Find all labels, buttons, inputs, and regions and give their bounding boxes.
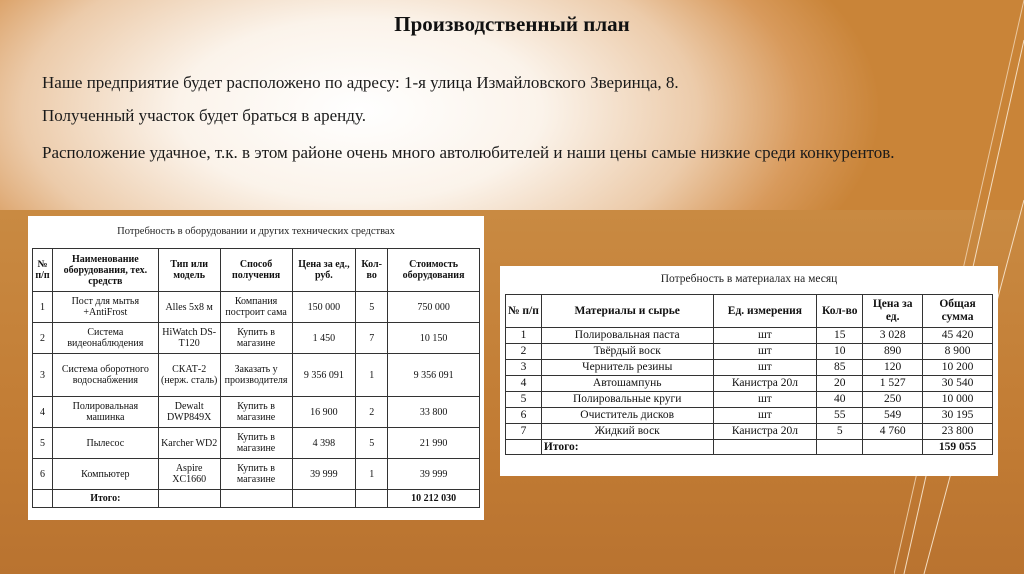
table-row [506, 360, 993, 376]
table-row [506, 328, 993, 344]
table-header-row [506, 295, 993, 328]
table-row [33, 397, 480, 428]
equipment-table-card [28, 216, 484, 520]
table-cell: Заказать у производителя [220, 354, 292, 397]
table-cell: 5 [356, 428, 388, 459]
table-cell: Твёрдый воск [541, 344, 713, 360]
materials-table [505, 294, 993, 455]
table-total-row [33, 490, 480, 508]
table-cell: 85 [817, 360, 863, 376]
table-cell: 20 [817, 376, 863, 392]
total-value: 10 212 030 [388, 490, 480, 508]
table-cell: 1 450 [292, 323, 356, 354]
table-cell: Купить в магазине [220, 459, 292, 490]
table-cell: Жидкий воск [541, 424, 713, 440]
col-header: Способ получения [220, 249, 292, 292]
table-cell: 1 [33, 292, 53, 323]
col-header: Материалы и сырье [541, 295, 713, 328]
table-total-row [506, 440, 993, 455]
table-cell: 21 990 [388, 428, 480, 459]
table-cell: Karcher WD2 [158, 428, 220, 459]
table-cell: Пост для мытья +AntiFrost [52, 292, 158, 323]
table-cell: 4 [506, 376, 542, 392]
col-header: Ед. измерения [713, 295, 817, 328]
table-cell: 10 000 [923, 392, 993, 408]
table-cell: СКАТ-2 (нерж. сталь) [158, 354, 220, 397]
table-cell: 150 000 [292, 292, 356, 323]
table-cell: шт [713, 328, 817, 344]
table-cell: 5 [817, 424, 863, 440]
table-cell: 549 [863, 408, 923, 424]
table-cell: Компания построит сама [220, 292, 292, 323]
address-paragraph: Наше предприятие будет расположено по адресу: 1-я улица Измайловского Зверинца, 8. [42, 73, 679, 92]
col-header: Тип или модель [158, 249, 220, 292]
table-cell: Aspire XC1660 [158, 459, 220, 490]
table-row [506, 408, 993, 424]
table-cell: 4 760 [863, 424, 923, 440]
table-cell: 6 [506, 408, 542, 424]
col-header: Кол-во [356, 249, 388, 292]
table-cell: 7 [356, 323, 388, 354]
table-cell: 250 [863, 392, 923, 408]
table-cell: 9 356 091 [388, 354, 480, 397]
table-cell: 1 [356, 459, 388, 490]
table-row [33, 292, 480, 323]
table-cell: 10 [817, 344, 863, 360]
table-cell: 8 900 [923, 344, 993, 360]
table-cell: 3 028 [863, 328, 923, 344]
table-cell: шт [713, 408, 817, 424]
table-cell: 1 [356, 354, 388, 397]
table-cell: 750 000 [388, 292, 480, 323]
table-row [506, 376, 993, 392]
table-cell: 16 900 [292, 397, 356, 428]
table-cell: 45 420 [923, 328, 993, 344]
table-cell: Канистра 20л [713, 376, 817, 392]
location-paragraph: Расположение удачное, т.к. в этом районе очень много автолюбителей и наши цены самые низкие среди конкурентов. [42, 143, 895, 162]
table-cell: 23 800 [923, 424, 993, 440]
col-header: Стоимость оборудования [388, 249, 480, 292]
table-cell: 3 [33, 354, 53, 397]
table-cell: Система видеонаблюдения [52, 323, 158, 354]
table-cell: Очиститель дисков [541, 408, 713, 424]
table-cell: Полировальная паста [541, 328, 713, 344]
equipment-table-caption: Потребность в оборудовании и других технических средствах [117, 226, 395, 237]
table-cell: Полировальная машинка [52, 397, 158, 428]
table-row [506, 424, 993, 440]
table-cell: 890 [863, 344, 923, 360]
table-cell: 5 [506, 392, 542, 408]
table-cell: 15 [817, 328, 863, 344]
table-cell: 9 356 091 [292, 354, 356, 397]
table-cell: 2 [33, 323, 53, 354]
table-cell: Alles 5x8 м [158, 292, 220, 323]
table-cell: 40 [817, 392, 863, 408]
table-row [506, 392, 993, 408]
table-cell: Автошампунь [541, 376, 713, 392]
table-row [33, 428, 480, 459]
table-cell: 39 999 [388, 459, 480, 490]
table-cell: Купить в магазине [220, 397, 292, 428]
table-cell: 4 [33, 397, 53, 428]
table-cell: Купить в магазине [220, 428, 292, 459]
col-header: Цена за ед. [863, 295, 923, 328]
table-cell: HiWatch DS-T120 [158, 323, 220, 354]
table-cell: Dewalt DWP849X [158, 397, 220, 428]
table-cell: 2 [356, 397, 388, 428]
col-header: № п/п [33, 249, 53, 292]
col-header: Цена за ед., руб. [292, 249, 356, 292]
table-cell: Система оборотного водоснабжения [52, 354, 158, 397]
total-value: 159 055 [923, 440, 993, 455]
lease-paragraph: Полученный участок будет браться в аренду. [42, 106, 366, 125]
table-cell: Компьютер [52, 459, 158, 490]
table-cell: 5 [33, 428, 53, 459]
table-cell: 2 [506, 344, 542, 360]
table-cell: 30 195 [923, 408, 993, 424]
table-cell: 4 398 [292, 428, 356, 459]
page-title: Производственный план [394, 12, 630, 36]
table-cell: шт [713, 392, 817, 408]
col-header: № п/п [506, 295, 542, 328]
total-label: Итого: [541, 440, 713, 455]
table-cell: 6 [33, 459, 53, 490]
table-cell: Чернитель резины [541, 360, 713, 376]
table-cell: 10 150 [388, 323, 480, 354]
table-cell: Полировальные круги [541, 392, 713, 408]
table-cell: 30 540 [923, 376, 993, 392]
table-row [33, 459, 480, 490]
table-cell: 7 [506, 424, 542, 440]
table-cell: 33 800 [388, 397, 480, 428]
equipment-table [32, 248, 480, 508]
table-cell: 55 [817, 408, 863, 424]
table-row [33, 354, 480, 397]
table-cell: Пылесос [52, 428, 158, 459]
table-cell: шт [713, 360, 817, 376]
table-cell: 10 200 [923, 360, 993, 376]
table-row [33, 323, 480, 354]
table-cell: 5 [356, 292, 388, 323]
col-header: Общая сумма [923, 295, 993, 328]
table-cell: 39 999 [292, 459, 356, 490]
table-cell: 1 [506, 328, 542, 344]
table-header-row [33, 249, 480, 292]
materials-table-card [500, 266, 998, 476]
table-row [506, 344, 993, 360]
table-cell: Купить в магазине [220, 323, 292, 354]
table-cell: 1 527 [863, 376, 923, 392]
table-cell: 120 [863, 360, 923, 376]
table-cell: Канистра 20л [713, 424, 817, 440]
table-cell: 3 [506, 360, 542, 376]
col-header: Наименование оборудования, тех. средств [52, 249, 158, 292]
col-header: Кол-во [817, 295, 863, 328]
materials-table-caption: Потребность в материалах на месяц [660, 273, 838, 285]
total-label: Итого: [52, 490, 158, 508]
table-cell: шт [713, 344, 817, 360]
